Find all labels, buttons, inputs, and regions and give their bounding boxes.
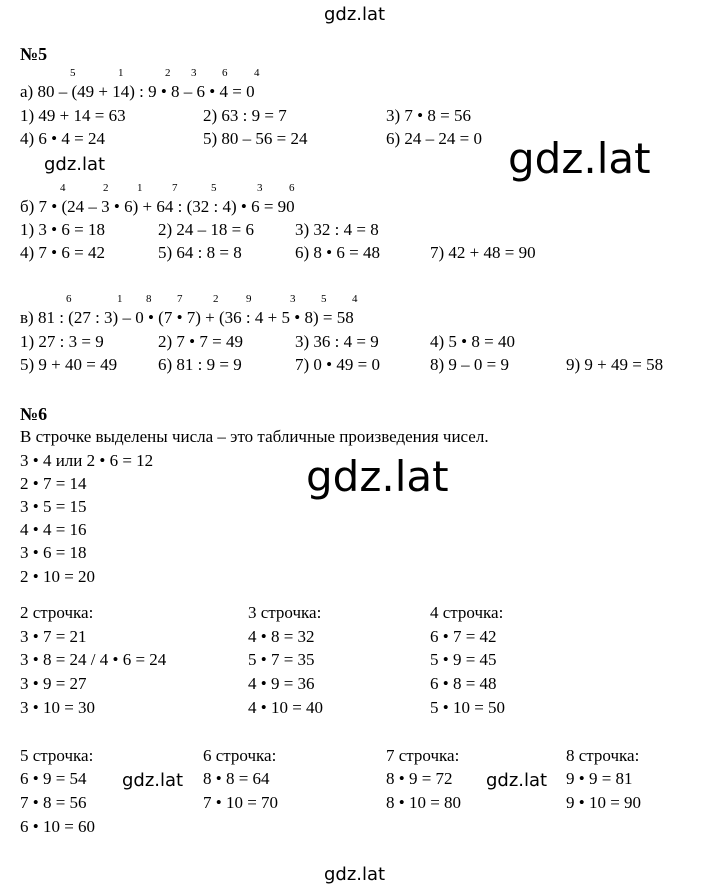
product-line: 3 • 8 = 24 / 4 • 6 = 24 [20,650,167,669]
row-heading: 7 строчка: [386,746,460,765]
product-line: 3 • 4 или 2 • 6 = 12 [20,451,154,470]
product-line: 2 • 7 = 14 [20,474,87,493]
order-number: 2 [103,182,109,194]
product-line: 9 • 10 = 90 [566,793,642,812]
row-heading: 3 строчка: [248,603,322,622]
step-line: 3) 36 : 4 = 9 [295,332,379,351]
watermark: gdz.lat [122,770,184,791]
step-line: 4) 7 • 6 = 42 [20,243,105,262]
product-line: 6 • 9 = 54 [20,769,87,788]
order-number: 1 [117,293,123,305]
product-line: 4 • 10 = 40 [248,698,324,717]
step-line: 6) 24 – 24 = 0 [386,129,482,148]
product-line: 3 • 10 = 30 [20,698,96,717]
order-number: 6 [289,182,295,194]
watermark: gdz.lat [486,770,548,791]
product-line: 5 • 7 = 35 [248,650,315,669]
step-line: 5) 9 + 40 = 49 [20,355,118,374]
order-number: 3 [191,67,197,79]
product-line: 7 • 8 = 56 [20,793,87,812]
watermark: gdz.lat [44,154,106,175]
product-line: 8 • 10 = 80 [386,793,462,812]
step-line: 7) 0 • 49 = 0 [295,355,380,374]
step-line: 5) 64 : 8 = 8 [158,243,242,262]
product-line: 6 • 8 = 48 [430,674,497,693]
product-line: 6 • 10 = 60 [20,817,96,836]
order-number: 4 [352,293,358,305]
step-line: 6) 81 : 9 = 9 [158,355,242,374]
row-heading: 4 строчка: [430,603,504,622]
step-line: 8) 9 – 0 = 9 [430,355,509,374]
watermark: gdz.lat [306,452,449,501]
step-line: 7) 42 + 48 = 90 [430,243,536,262]
step-line: 2) 24 – 18 = 6 [158,220,254,239]
product-line: 6 • 7 = 42 [430,627,497,646]
order-number: 9 [246,293,252,305]
step-line: 3) 7 • 8 = 56 [386,106,471,125]
watermark: gdz.lat [508,134,651,183]
order-number: 6 [222,67,228,79]
expression-b: б) 7 • (24 – 3 • 6) + 64 : (32 : 4) • 6 = 90 [20,197,295,216]
step-line: 4) 5 • 8 = 40 [430,332,515,351]
product-line: 9 • 9 = 81 [566,769,633,788]
task6-heading: №6 [20,404,48,424]
step-line: 6) 8 • 6 = 48 [295,243,380,262]
order-number: 3 [257,182,263,194]
product-line: 3 • 9 = 27 [20,674,87,693]
order-number: 1 [137,182,143,194]
order-number: 4 [254,67,260,79]
product-line: 8 • 9 = 72 [386,769,453,788]
product-line: 3 • 5 = 15 [20,497,87,516]
product-line: 5 • 9 = 45 [430,650,497,669]
row-heading: 8 строчка: [566,746,640,765]
step-line: 1) 27 : 3 = 9 [20,332,104,351]
order-number: 5 [321,293,327,305]
row-heading: 6 строчка: [203,746,277,765]
product-line: 5 • 10 = 50 [430,698,506,717]
order-number: 4 [60,182,66,194]
expression-v: в) 81 : (27 : 3) – 0 • (7 • 7) + (36 : 4 + 5 • 8) = 58 [20,308,354,327]
step-line: 4) 6 • 4 = 24 [20,129,105,148]
row-heading: 2 строчка: [20,603,94,622]
product-line: 4 • 4 = 16 [20,520,87,539]
order-number: 2 [213,293,219,305]
order-number: 7 [177,293,183,305]
watermark: gdz.lat [324,4,386,25]
product-line: 2 • 10 = 20 [20,567,96,586]
product-line: 4 • 9 = 36 [248,674,315,693]
watermark: gdz.lat [324,864,386,885]
order-number: 8 [146,293,152,305]
step-line: 1) 49 + 14 = 63 [20,106,126,125]
order-number: 6 [66,293,72,305]
product-line: 8 • 8 = 64 [203,769,270,788]
step-line: 1) 3 • 6 = 18 [20,220,105,239]
row-heading: 5 строчка: [20,746,94,765]
product-line: 3 • 7 = 21 [20,627,87,646]
step-line: 9) 9 + 49 = 58 [566,355,664,374]
order-number: 3 [290,293,296,305]
step-line: 5) 80 – 56 = 24 [203,129,308,148]
step-line: 2) 63 : 9 = 7 [203,106,287,125]
step-line: 2) 7 • 7 = 49 [158,332,243,351]
task6-intro: В строчке выделены числа – это табличные произведения чисел. [20,427,489,446]
product-line: 7 • 10 = 70 [203,793,279,812]
task5-heading: №5 [20,44,48,64]
order-number: 5 [211,182,217,194]
order-number: 1 [118,67,124,79]
expression-a: а) 80 – (49 + 14) : 9 • 8 – 6 • 4 = 0 [20,82,255,101]
order-number: 2 [165,67,171,79]
product-line: 3 • 6 = 18 [20,543,87,562]
product-line: 4 • 8 = 32 [248,627,315,646]
order-number: 5 [70,67,76,79]
step-line: 3) 32 : 4 = 8 [295,220,379,239]
order-number: 7 [172,182,178,194]
